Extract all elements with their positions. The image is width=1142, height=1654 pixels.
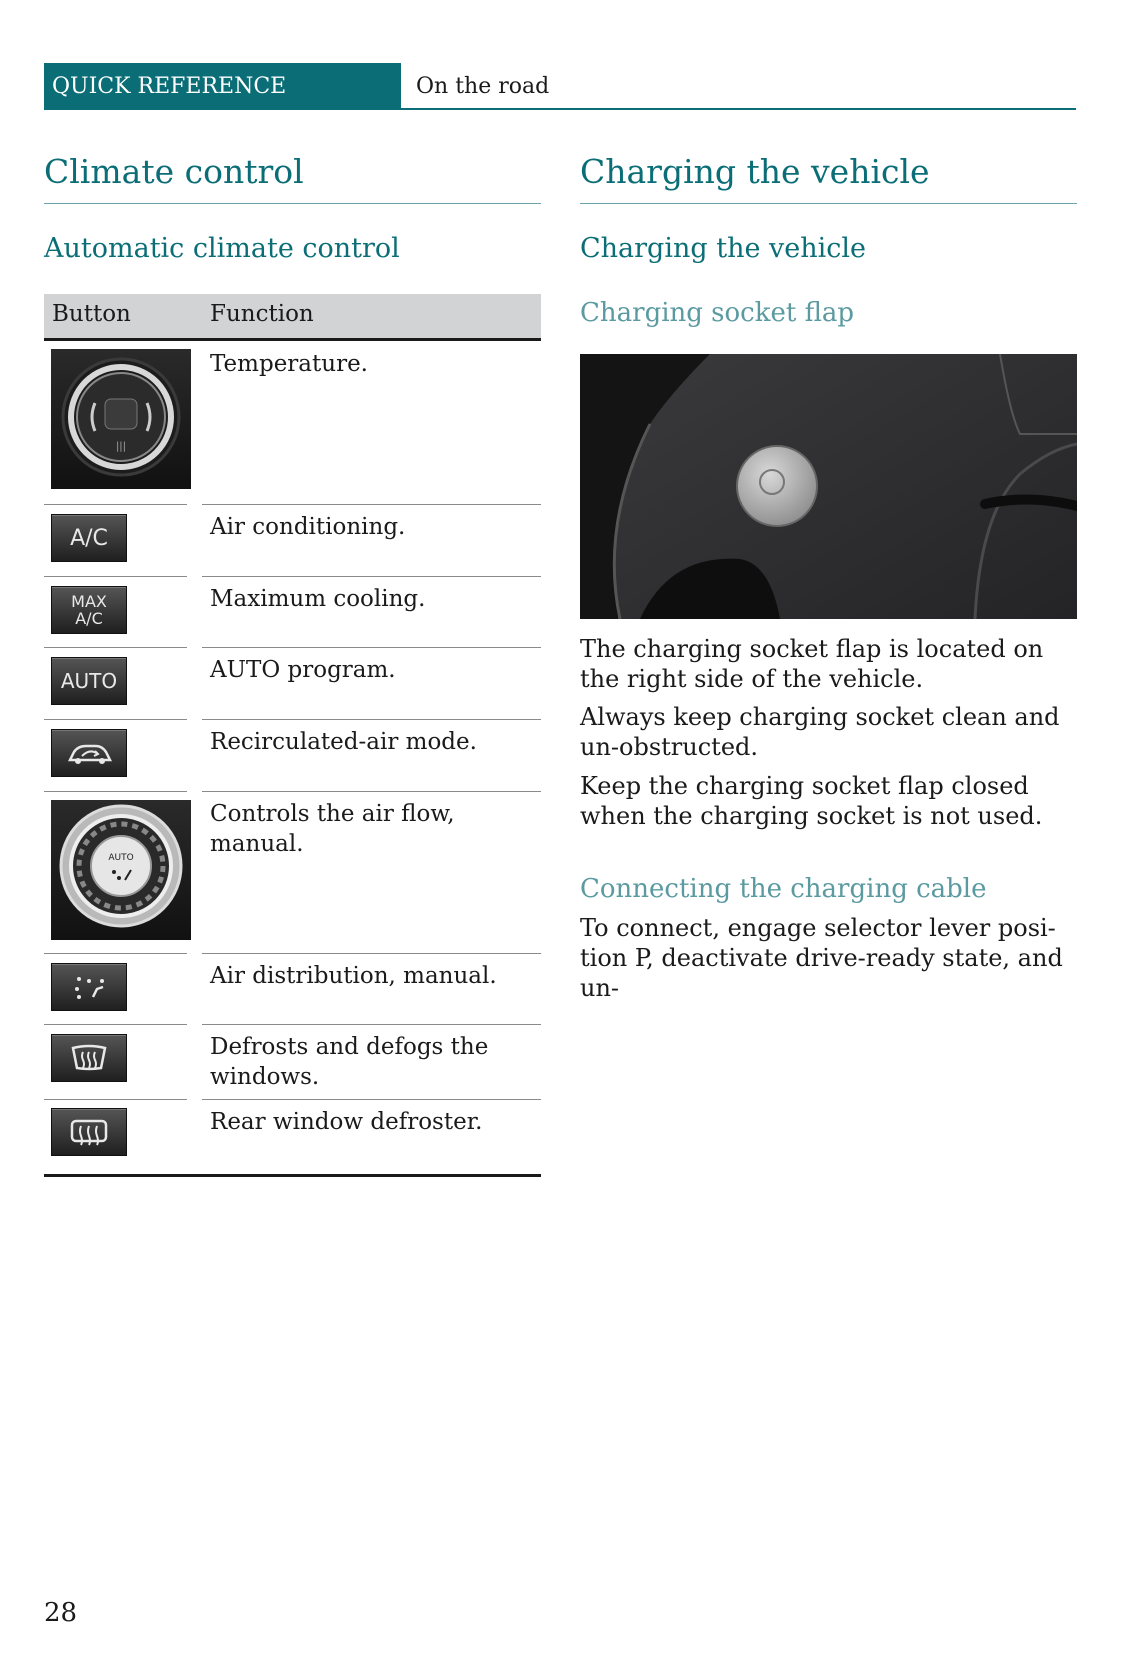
paragraph: To connect, engage selector lever posi-tion P, deactivate drive-ready state, and un-: [580, 914, 1063, 1002]
charging-vehicle-subtitle: Charging the vehicle: [580, 233, 867, 264]
paragraph: Keep the charging socket flap closed when the charging socket is not used.: [580, 772, 1043, 830]
function-text: Air conditioning.: [210, 514, 406, 540]
air-distribution-icon: [51, 963, 127, 1011]
ac-button-icon: A/C: [51, 514, 127, 562]
page-number: 28: [44, 1598, 78, 1628]
table-row: [44, 719, 541, 789]
table-header: [44, 294, 541, 341]
temperature-knob-icon: [51, 349, 191, 489]
function-text: Controls the air flow, manual.: [210, 801, 455, 857]
table-row: [44, 341, 541, 497]
air-flow-knob-icon: [51, 800, 191, 940]
max-ac-button-icon: [51, 586, 127, 634]
header-section-label: QUICK REFERENCE: [44, 63, 401, 110]
knob-auto-label: AUTO: [108, 853, 134, 863]
ac-label: A/C: [75, 609, 103, 628]
table-row: [44, 1024, 541, 1097]
charging-flap-photo: [580, 354, 1077, 619]
table-row: [44, 1099, 541, 1169]
charging-vehicle-title: Charging the vehicle: [580, 152, 930, 191]
table-row: [44, 576, 541, 646]
header-divider: [401, 108, 1076, 110]
paragraph: The charging socket flap is located on the right side of the vehicle.: [580, 635, 1044, 693]
windshield-defrost-icon: [51, 1034, 127, 1082]
title-divider: [44, 203, 541, 204]
charging-socket-flap-heading: Charging socket flap: [580, 298, 855, 328]
auto-button-icon: AUTO: [51, 657, 127, 705]
table-row: [44, 504, 541, 574]
climate-control-title: Climate control: [44, 152, 304, 191]
title-divider: [580, 203, 1077, 204]
function-text: AUTO program.: [210, 657, 396, 683]
max-label: MAX: [71, 592, 107, 611]
connecting-cable-heading: Connecting the charging cable: [580, 874, 987, 904]
function-text: Defrosts and defogs the windows.: [210, 1034, 489, 1090]
function-text: Air distribution, manual.: [210, 963, 497, 989]
function-text: Rear window defroster.: [210, 1109, 483, 1135]
table-bottom-rule: [44, 1174, 541, 1177]
column-header-button: Button: [52, 301, 131, 327]
page-header: [44, 63, 1076, 110]
header-chapter-label: On the road: [416, 74, 550, 99]
paragraph: Always keep charging socket clean and un-obstructed.: [580, 703, 1060, 761]
table-row: [44, 791, 541, 951]
function-text: Maximum cooling.: [210, 586, 426, 612]
automatic-climate-subtitle: Automatic climate control: [44, 233, 400, 264]
function-text: Temperature.: [210, 351, 368, 377]
table-row: [44, 647, 541, 717]
svg-text:|||: |||: [115, 441, 127, 452]
climate-button-table: [44, 294, 541, 1135]
recirculation-icon: [51, 729, 127, 777]
column-header-function: Function: [210, 301, 314, 327]
function-text: Recirculated-air mode.: [210, 729, 477, 755]
rear-window-defrost-icon: [51, 1108, 127, 1156]
table-row: [44, 953, 541, 1023]
